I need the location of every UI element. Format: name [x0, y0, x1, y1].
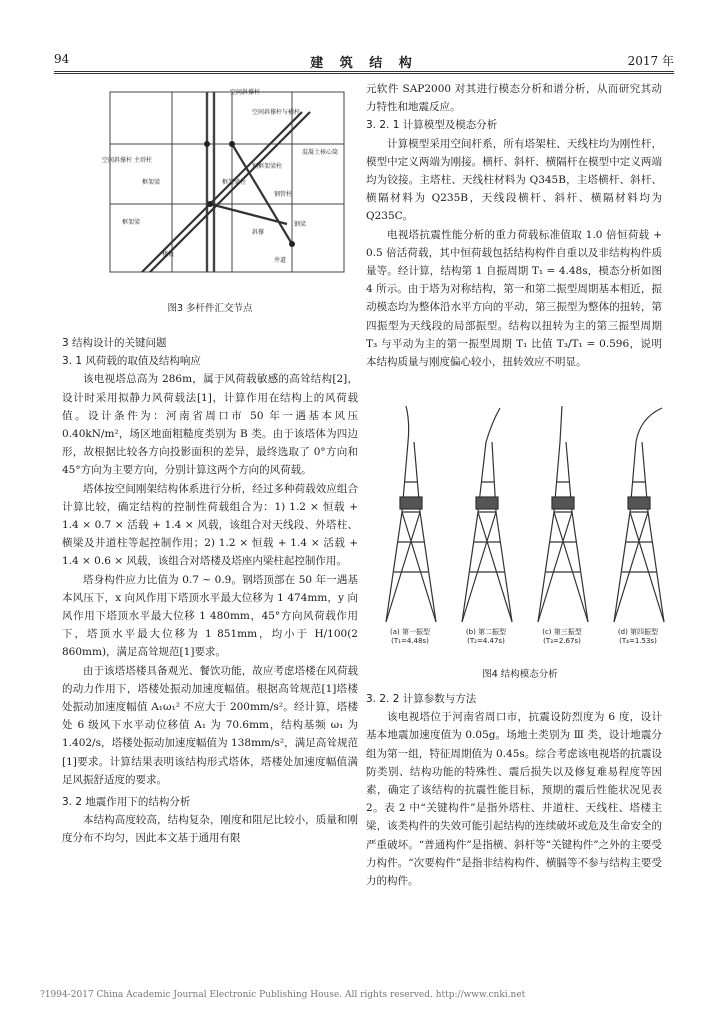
page-header: [54, 52, 674, 70]
fig3-label: 钢梁: [294, 221, 307, 228]
tower-mode-4: [614, 408, 664, 622]
fig3-label: 斜撑: [252, 229, 265, 236]
page-number: 94: [54, 52, 70, 66]
tower-mode-2: [462, 408, 512, 622]
right-column: [366, 80, 662, 371]
copyright-footer: ?1994-2017 China Academic Journal Electronic Publishing House. All rights reserved. http://www.cnki.net: [40, 990, 526, 1000]
section-3-heading: 3 结构设计的关键问题: [62, 337, 167, 349]
paragraph: 由于该塔塔楼具备观光、餐饮功能，故应考虑塔楼在风荷载的动力作用下，塔楼处振动加速度幅值。根据高耸规范[1]塔楼处振动加速度幅值 A₁ω₁² 不应大于 200mm/s²。经计算，塔楼处 6 级风下水平动位移值 A₁ 为 70.6mm，结构基频 ω₁ 为 1.402/s，塔楼处振动加速度幅值为 138mm/s²，满足高耸规范[1]要求。计算结果表明该结构形式塔体，塔楼处加速度幅值满足风振舒适度的要求。: [62, 664, 358, 786]
fig3-label: 框架梁: [122, 219, 141, 226]
figure3-caption: 图3 多杆件汇交节点: [167, 303, 253, 314]
fig3-label: 混凝土核心筒: [302, 149, 339, 156]
paragraph: 该电视塔位于河南省周口市，抗震设防烈度为 6 度，设计基本地震加速度值为 0.05g。场地土类别为 Ⅲ 类，设计地震分组为第一组，特征周期值为 0.45s。综合考虑该电视塔的抗震设防类别、结构功能的特殊性、震后损失以及修复难易程度等因素，确定了该结构的抗震性能目标，预期的震后性能状况见表 2。表 2 中“关键构件”是指外塔柱、井道柱、天线柱、塔楼主梁，该类构件的失效可能引起结构的连续破坏或危及生命安全的严重破坏。“普通构件”是指横、斜杆等“关键构件”之外的主要受力构件。“次要构件”是指非结构构件、横膈等不参与结构主要受力的构件。: [366, 711, 662, 888]
fig3-label: 空间斜撑杆与横杆: [252, 109, 301, 116]
header-rule-2: [54, 73, 674, 74]
mode-label-1: (a) 第一振型 (T₁=4.48s): [390, 628, 430, 645]
fig3-label: 框架梁: [142, 179, 161, 186]
header-rule: [54, 71, 674, 72]
paragraph: 元软件 SAP2000 对其进行模态分析和谱分析，从而研究其动力特性和地震反应。: [366, 83, 662, 114]
journal-title: 建 筑 结 构: [310, 56, 418, 71]
fig3-label: 空间斜撑杆: [230, 89, 261, 96]
fig3-label: 楼板: [162, 251, 175, 258]
right-column-bottom: [366, 690, 662, 890]
section-3-2-2-heading: 3. 2. 2 计算参数与方法: [366, 693, 477, 705]
paragraph: 该电视塔总高为 286m，属于风荷载敏感的高耸结构[2]，设计时采用拟静力风荷载法[1]，计算作用在结构上的风荷载值。设计条件为：河南省周口市 50 年一遇基本风压 0.40kN/m²，场区地面粗糙度类别为 B 类。由于该塔体为四边形，故根据比较各方向投影面积的差异，最终选取了 0°方向和 45°方向为主要方向，分别计算这两个方向的风荷载。: [62, 373, 358, 477]
paragraph: 电视塔抗震性能分析的重力荷载标准值取 1.0 倍恒荷载 + 0.5 倍活荷载，其中恒荷载包括结构构件自重以及非结构构件质量等。经计算，结构第 1 自振周期 T₁ = 4.48s，模态分析如图 4 所示。由于塔为对称结构，第一和第二振型周期基本相近，振动模态均为整体沿水平方向的平动，第三振型为整体的扭转，第四振型为天线段的局部振型。结构以扭转为主的第三振型周期 T₃ 与平动为主的第一振型周期 T₁ 比值 T₃/T₁ = 0.596，说明本结构质量与刚度偏心较小，扭转效应不明显。: [366, 228, 662, 369]
fig3-label: 钢框架梁柱: [252, 163, 283, 170]
paragraph: 计算模型采用空间杆系，所有塔架柱、天线柱均为刚性杆，模型中定义两端为刚接。横杆、斜杆、横隔杆在模型中定义两端均为铰接。主塔柱、天线柱材料为 Q345B，主塔横杆、斜杆、横隔材料为 Q235B，天线段横杆、斜杆、横隔材料均为 Q235C。: [366, 137, 662, 223]
mode-label-2: (b) 第二振型 (T₂=4.47s): [465, 628, 507, 645]
section-3-2-heading: 3. 2 地震作用下的结构分析: [62, 796, 191, 809]
figure3-node-diagram: [102, 84, 352, 280]
paragraph: 塔身构件应力比值为 0.7 ~ 0.9。钢塔顶部在 50 年一遇基本风压下，x 向风作用下塔顶水平最大位移为 1 474mm，y 向风作用下塔顶水平最大位移 1 480mm，45°方向风荷载作用下，塔顶水平最大位移为 1 851mm，均小于 H/100(2 860mm)，满足高耸规范[1]要求。: [62, 573, 358, 659]
section-3-1-heading: 3. 1 风荷载的取值及结构响应: [62, 355, 201, 368]
fig3-label: 空间斜撑杆 主塔柱: [102, 157, 152, 164]
left-column: [62, 334, 358, 848]
fig3-label: 钢管柱: [274, 191, 293, 198]
figure4-towers: [372, 402, 674, 624]
tower-mode-1: [386, 406, 436, 622]
figure4-caption: 图4 结构模态分析: [482, 669, 558, 680]
mode-label-4: (d) 第四振型 (T₄=1.53s): [617, 628, 659, 645]
fig3-label: 框架梁柱: [222, 179, 247, 186]
mode-label-3: (c) 第三振型 (T₃=2.67s): [542, 628, 582, 645]
tower-mode-3: [538, 406, 588, 622]
section-3-2-1-heading: 3. 2. 1 计算模型及模态分析: [366, 119, 498, 132]
figure4-modal-analysis: [372, 402, 674, 658]
journal-year: 2017 年: [627, 54, 674, 68]
paragraph: 本结构高度较高，结构复杂，刚度和阻尼比较小，质量和刚度分布不均匀，因此本文基于通用有限: [62, 814, 358, 845]
fig3-label: 井道: [274, 257, 287, 264]
paragraph: 塔体按空间刚架结构体系进行分析，经过多种荷载效应组合计算比较，确定结构的控制性荷载组合为：1) 1.2 × 恒载 + 1.4 × 0.7 × 活载 + 1.4 × 风载，该组合对天线段、外塔柱、横梁及井道柱等起控制作用；2) 1.2 × 恒载 + 1.4 × 活载 + 1.4 × 0.6 × 风载，该组合对塔楼及塔座内梁柱起控制作用。: [62, 482, 358, 568]
